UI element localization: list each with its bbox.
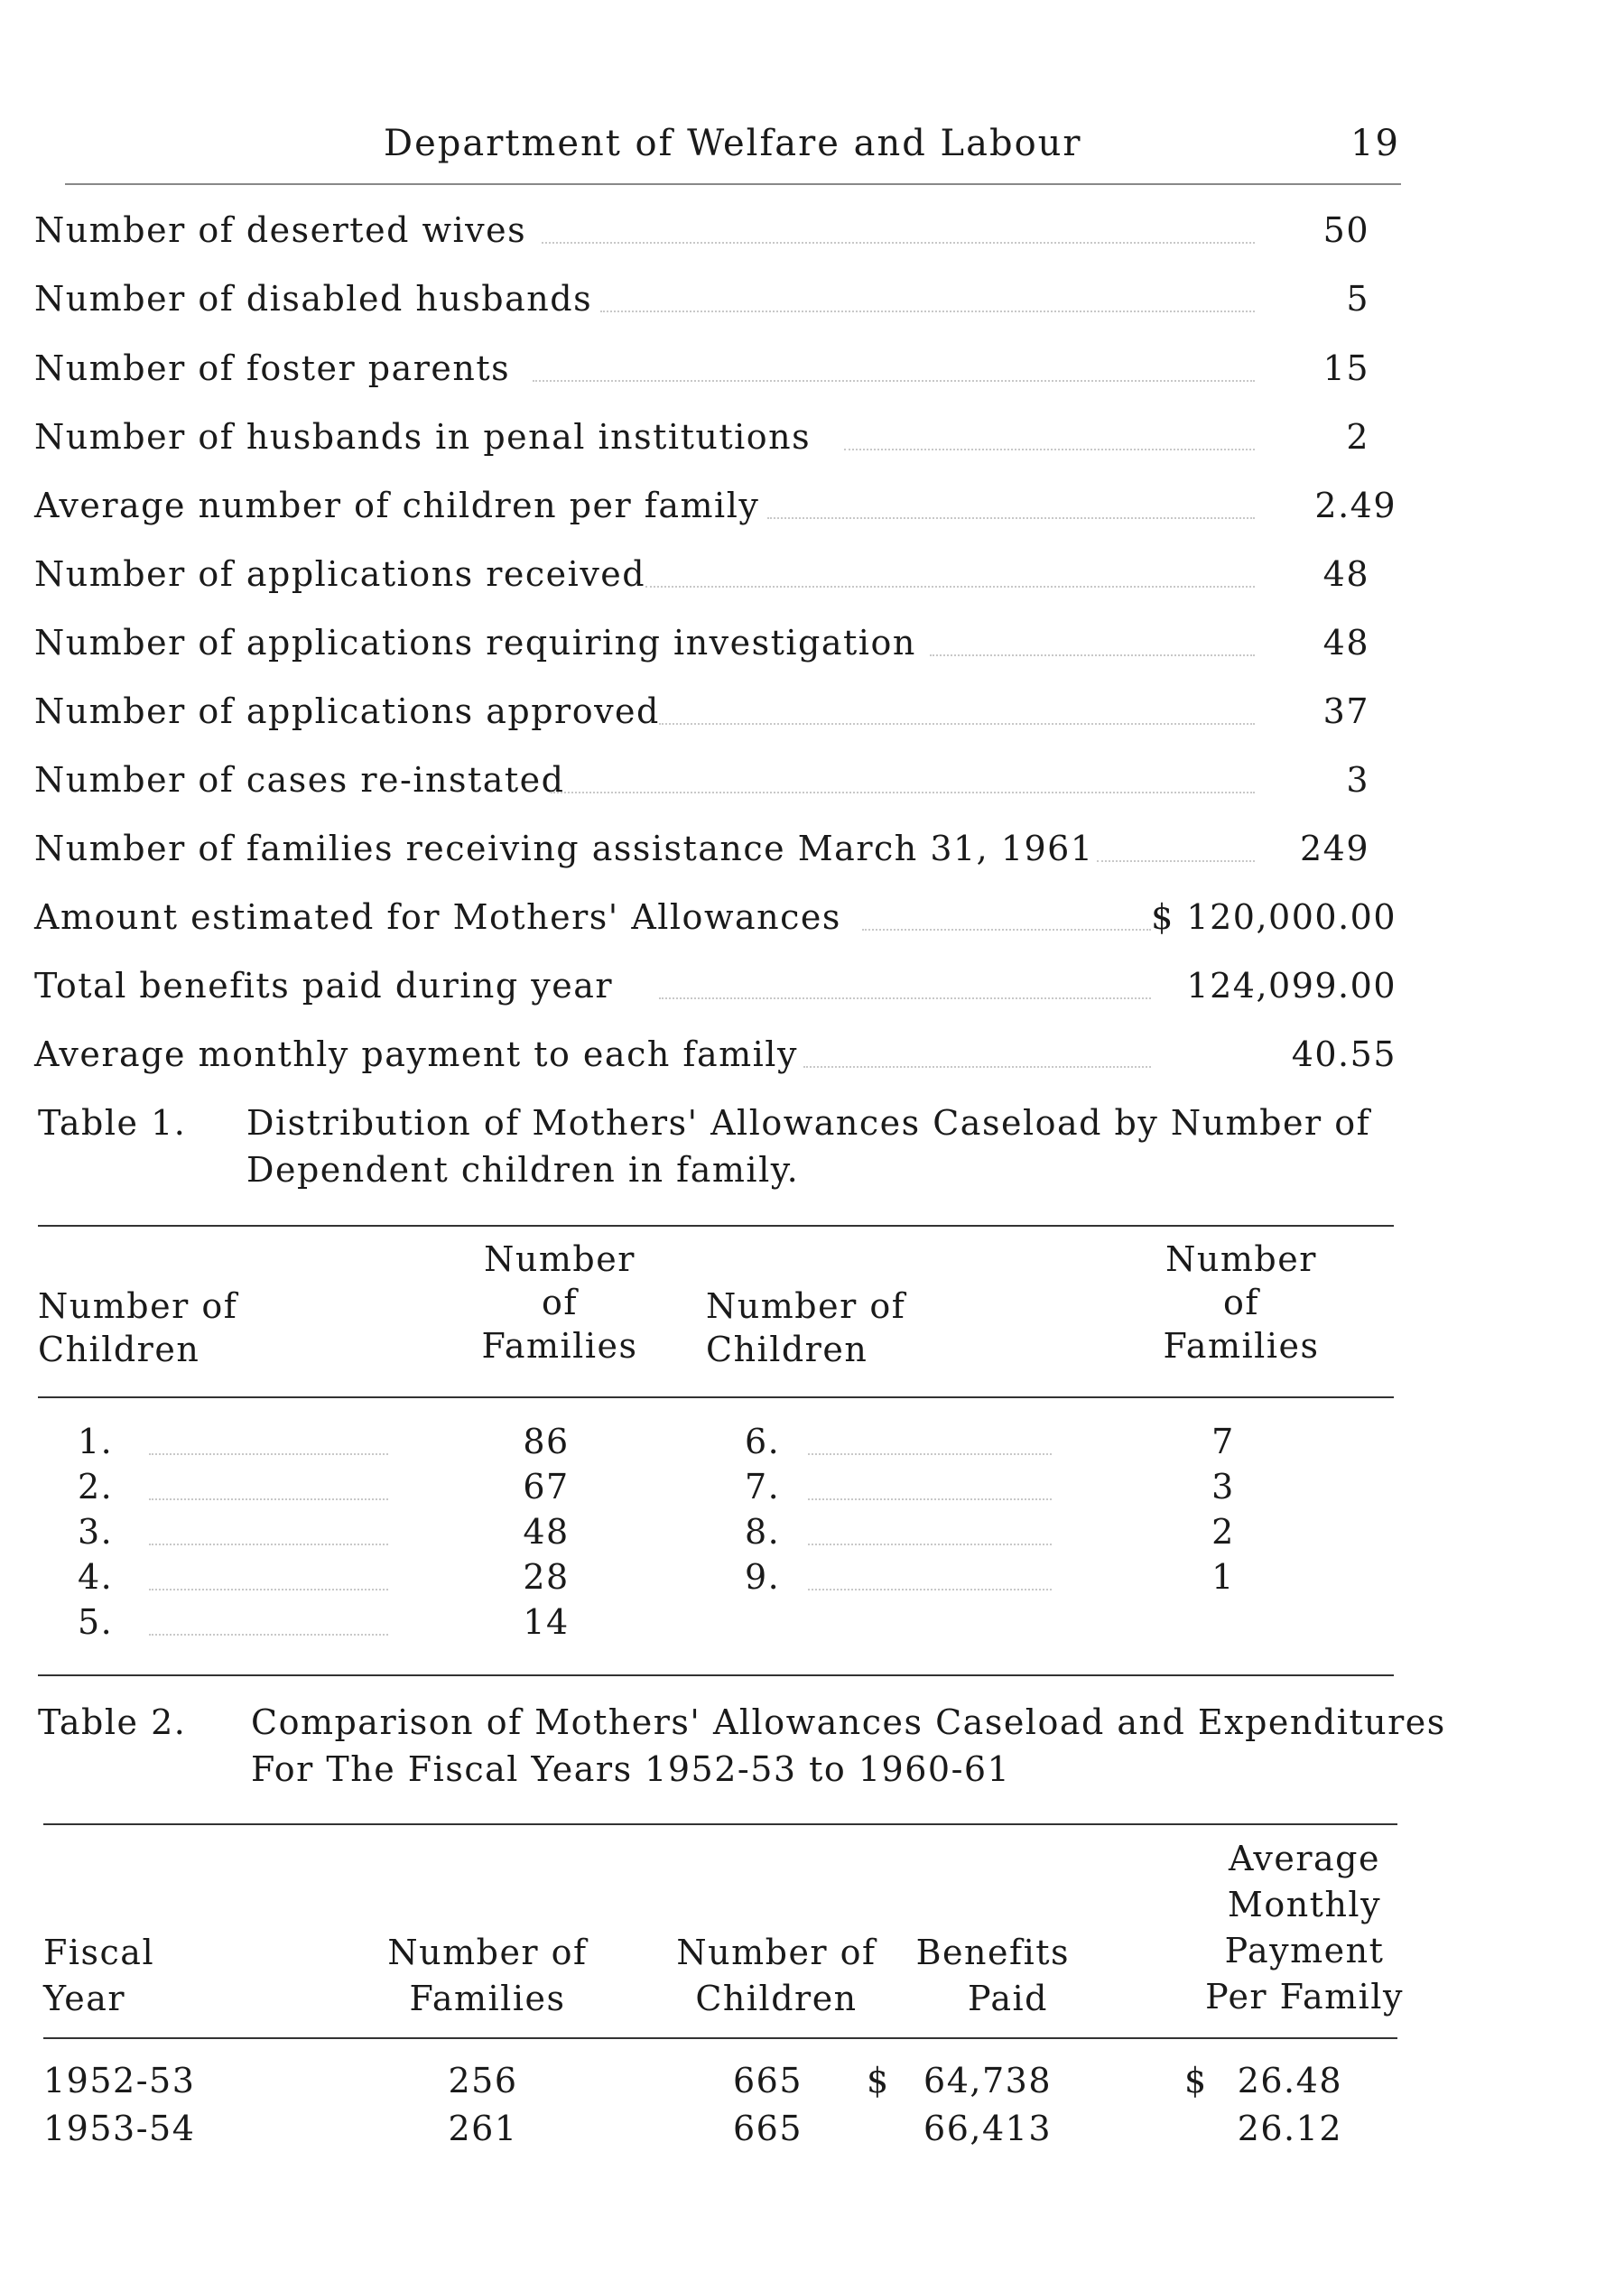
table2-cell-year: 1952-53 [43, 2061, 196, 2100]
leader-dots [533, 380, 1255, 382]
table1-cell-children: 2. [78, 1467, 114, 1507]
stat-value: 5 [1346, 279, 1369, 319]
stat-value: 2 [1346, 417, 1369, 457]
table1-cell-families: 3 [1211, 1467, 1235, 1507]
header-line: Families [409, 1979, 566, 2018]
table1-cell-children: 9. [745, 1557, 781, 1597]
leader-dots [803, 1066, 1151, 1068]
stat-label: Average monthly payment to each family [34, 1034, 798, 1074]
table2-cell-benefits-currency: $ [867, 2061, 890, 2100]
table1-caption-line2: Dependent children in family. [246, 1150, 800, 1190]
leader-dots [767, 517, 1255, 519]
header-line: Payment [1224, 1931, 1385, 1970]
stat-value: 48 [1322, 554, 1369, 594]
header-line: Number of [676, 1933, 877, 1972]
table2-header-benefits [912, 1933, 1070, 2018]
table1-cell-families: 48 [523, 1512, 570, 1552]
table1-cell-families: 67 [523, 1467, 570, 1507]
leader-dots [149, 1498, 388, 1500]
table1-cell-families: 1 [1211, 1557, 1235, 1597]
header-line: of [1223, 1283, 1259, 1322]
leader-dots [149, 1634, 388, 1636]
table1-header-children [38, 1286, 237, 1369]
leader-dots [844, 449, 1255, 450]
table1-cell-children: 7. [745, 1467, 781, 1507]
page-number: 19 [1350, 123, 1400, 164]
stat-value: $ 120,000.00 [1151, 897, 1397, 937]
table1-cell-children: 3. [78, 1512, 114, 1552]
stat-value: 40.55 [1291, 1034, 1397, 1074]
table1-cell-children: 5. [78, 1602, 114, 1642]
table2-cell-children: 665 [732, 2061, 803, 2100]
header-line: Number of [387, 1933, 588, 1972]
table1-caption-line1: Distribution of Mothers' Allowances Caseload by Number of [246, 1103, 1371, 1143]
table2-cell-year: 1953-54 [43, 2109, 196, 2148]
header-line: Benefits [915, 1933, 1070, 1972]
table2-cell-avg-currency: $ [1184, 2061, 1208, 2100]
header-line: Families [481, 1326, 638, 1366]
stat-label: Number of husbands in penal institutions [34, 417, 812, 457]
table1-cell-children: 1. [78, 1422, 114, 1461]
stat-label: Number of applications received [34, 554, 646, 594]
table2-cell-benefits: 66,413 [923, 2109, 1052, 2148]
table1-header-rule [38, 1396, 1394, 1398]
header-line: Fiscal [43, 1933, 155, 1972]
stat-value: 15 [1322, 348, 1369, 388]
leader-dots [659, 997, 1151, 999]
stat-label: Number of families receiving assistance March 31, 1961 [34, 829, 1094, 868]
header-line: Paid [968, 1979, 1048, 2018]
table2-cell-families: 256 [448, 2061, 518, 2100]
leader-dots [149, 1544, 388, 1545]
stat-label: Number of cases re-instated [34, 760, 565, 800]
stat-label: Number of applications requiring investigation [34, 623, 916, 663]
header-line: Average [1229, 1839, 1380, 1878]
header-rule [65, 183, 1401, 185]
table1-cell-families: 86 [523, 1422, 570, 1461]
header-line: Number of [706, 1286, 906, 1326]
table2-header-families [370, 1933, 605, 2018]
header-line: Monthly [1227, 1885, 1382, 1924]
table1-bottom-rule [38, 1674, 1394, 1676]
table1-cell-children: 8. [745, 1512, 781, 1552]
header-line: Number of [38, 1286, 238, 1326]
header-line: of [542, 1283, 578, 1322]
header-line: Per Family [1205, 1977, 1404, 2017]
leader-dots [808, 1498, 1052, 1500]
table1-cell-children: 4. [78, 1557, 114, 1597]
stat-value: 249 [1299, 829, 1369, 868]
stat-value: 37 [1322, 691, 1369, 731]
table2-label: Table 2. [38, 1702, 187, 1742]
leader-dots [808, 1544, 1052, 1545]
stat-value: 124,099.00 [1186, 966, 1397, 1006]
table2-header-children [659, 1933, 894, 2018]
page-header-title: Department of Welfare and Labour [384, 123, 1082, 164]
stat-label: Average number of children per family [34, 486, 760, 525]
table1-cell-families: 7 [1211, 1422, 1235, 1461]
leader-dots [808, 1453, 1052, 1455]
stat-label: Number of disabled husbands [34, 279, 593, 319]
table2-cell-benefits: 64,738 [923, 2061, 1052, 2100]
table1-cell-children: 6. [745, 1422, 781, 1461]
stat-value: 50 [1322, 210, 1369, 250]
table1-top-rule [38, 1225, 1394, 1227]
table2-header-fiscal [43, 1933, 154, 2018]
table2-header-rule [43, 2037, 1397, 2039]
table2-cell-children: 665 [732, 2109, 803, 2148]
stat-label: Number of applications approved [34, 691, 660, 731]
leader-dots [645, 586, 1255, 588]
table2-header-avg [1169, 1839, 1440, 2017]
leader-dots [551, 792, 1255, 793]
header-line: Children [38, 1330, 200, 1369]
table2-caption-line2: For The Fiscal Years 1952-53 to 1960-61 [251, 1749, 1011, 1789]
stat-label: Amount estimated for Mothers' Allowances [34, 897, 841, 937]
table2-cell-avg: 26.12 [1237, 2109, 1342, 2148]
header-line: Number [484, 1239, 636, 1279]
header-line: Children [706, 1330, 868, 1369]
table2-top-rule [43, 1823, 1397, 1825]
table1-header-families-right [1133, 1239, 1350, 1366]
leader-dots [808, 1589, 1052, 1590]
leader-dots [659, 723, 1255, 725]
leader-dots [930, 654, 1255, 656]
header-line: Families [1163, 1326, 1320, 1366]
stat-value: 2.49 [1314, 486, 1397, 525]
leader-dots [149, 1453, 388, 1455]
stat-label: Total benefits paid during year [34, 966, 614, 1006]
header-line: Year [43, 1979, 126, 2018]
table1-header-families [451, 1239, 668, 1366]
leader-dots [600, 311, 1255, 312]
header-line: Number [1165, 1239, 1317, 1279]
table1-cell-families: 28 [523, 1557, 570, 1597]
table2-cell-avg: 26.48 [1237, 2061, 1342, 2100]
leader-dots [149, 1589, 388, 1590]
leader-dots [862, 929, 1151, 931]
leader-dots [1097, 860, 1255, 862]
stat-value: 3 [1346, 760, 1369, 800]
stat-label: Number of foster parents [34, 348, 511, 388]
stat-value: 48 [1322, 623, 1369, 663]
stat-label: Number of deserted wives [34, 210, 527, 250]
table1-header-children-right [706, 1286, 905, 1369]
leader-dots [542, 242, 1255, 244]
table1-label: Table 1. [38, 1103, 187, 1143]
header-line: Children [695, 1979, 858, 2018]
table2-cell-families: 261 [448, 2109, 518, 2148]
table1-cell-families: 14 [523, 1602, 570, 1642]
table1-cell-families: 2 [1211, 1512, 1235, 1552]
table2-caption-line1: Comparison of Mothers' Allowances Caseload and Expenditures [251, 1702, 1446, 1742]
